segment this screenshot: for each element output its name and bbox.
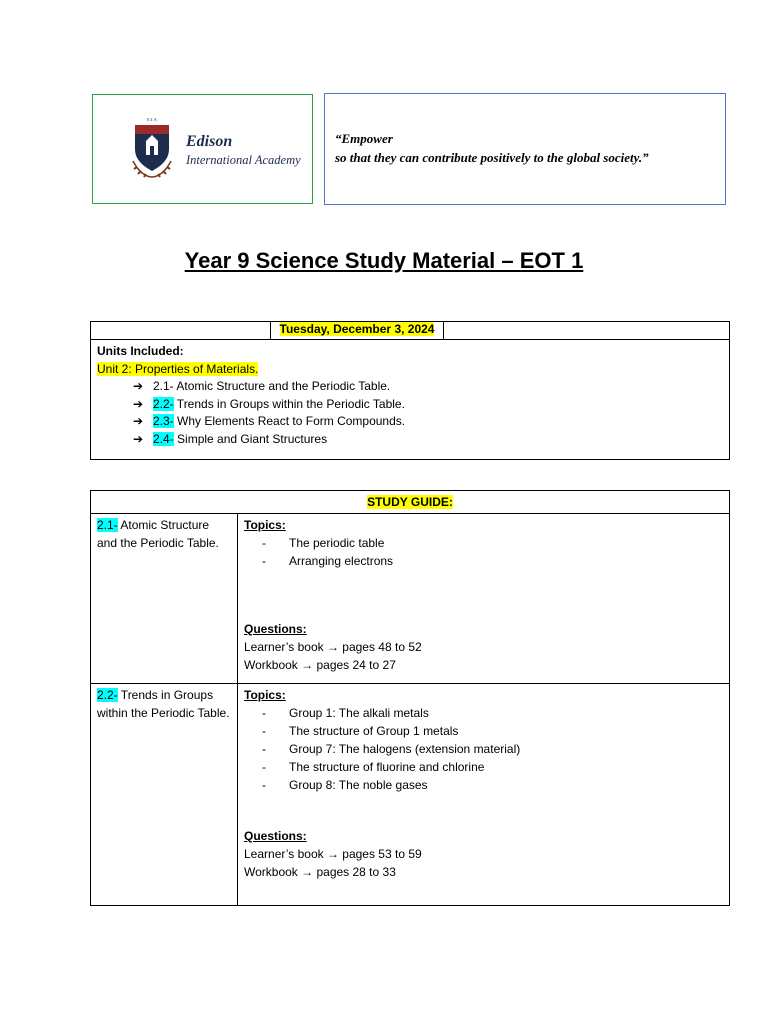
motto-line2: so that they can contribute positively to the global society.” xyxy=(335,150,649,165)
units-cell xyxy=(91,340,730,460)
motto-box xyxy=(324,93,726,205)
right-arrow-icon: ➔ xyxy=(133,396,144,411)
unit-item xyxy=(97,378,723,396)
question-item: Learner’s book → pages 53 to 59 xyxy=(244,847,422,861)
unit-item-text: 2.1- Atomic Structure and the Periodic Table. xyxy=(153,379,391,393)
unit-title: Unit 2: Properties of Materials. xyxy=(97,361,259,376)
motto-line1: “Empower xyxy=(335,131,393,146)
empty-cell xyxy=(91,322,271,340)
right-arrow-icon: ➔ xyxy=(133,379,144,393)
dash-bullet: - xyxy=(262,724,266,738)
dash-bullet: - xyxy=(262,742,266,756)
topic-text: Group 1: The alkali metals xyxy=(289,706,429,720)
motto-text xyxy=(335,129,649,167)
questions-label: Questions: xyxy=(244,622,307,636)
section-title: Trends in Groups within the Periodic Table. xyxy=(97,688,230,720)
dash-bullet: - xyxy=(262,760,266,774)
question-item: Learner’s book → pages 48 to 52 xyxy=(244,640,422,654)
topic-text: The periodic table xyxy=(289,536,385,550)
unit-item-number: 2.4- xyxy=(153,431,174,446)
topic-text: Group 7: The halogens (extension material) xyxy=(289,742,521,756)
unit-item xyxy=(97,413,723,431)
date-text: Tuesday, December 3, 2024 xyxy=(279,322,435,336)
units-label: Units Included: xyxy=(97,344,184,358)
topic-text: Group 8: The noble gases xyxy=(289,778,428,792)
academy-name-line2: International Academy xyxy=(186,153,301,167)
unit-item-text: Why Elements React to Form Compounds. xyxy=(173,414,406,428)
dash-bullet: - xyxy=(262,554,266,568)
dash-bullet: - xyxy=(262,778,266,792)
unit-item-number: 2.2- xyxy=(153,396,174,411)
question-item: Workbook → pages 28 to 33 xyxy=(244,865,396,879)
questions-label: Questions: xyxy=(244,829,307,843)
academy-name-line1: Edison xyxy=(186,133,233,150)
study-guide-header xyxy=(91,491,730,514)
topics-label: Topics: xyxy=(244,688,286,702)
logo-box xyxy=(92,94,313,204)
topic-item xyxy=(244,776,723,794)
topic-text: The structure of Group 1 metals xyxy=(289,724,459,738)
study-row-content xyxy=(238,684,730,906)
topics-label: Topics: xyxy=(244,518,286,532)
study-guide-table xyxy=(90,490,730,906)
page-title: Year 9 Science Study Material – EOT 1 xyxy=(184,248,584,273)
unit-item-text: Simple and Giant Structures xyxy=(173,431,328,446)
topic-item xyxy=(244,740,723,758)
unit-item-text: Trends in Groups within the Periodic Table. xyxy=(173,396,405,411)
section-number: 2.2- xyxy=(97,688,118,702)
topic-text: Arranging electrons xyxy=(289,554,394,568)
topic-text: The structure of fluorine and chlorine xyxy=(289,760,485,774)
study-row xyxy=(91,684,730,906)
section-number: 2.1- xyxy=(97,518,118,532)
unit-item xyxy=(97,396,723,414)
date-cell xyxy=(271,322,444,340)
unit-item xyxy=(97,431,723,449)
svg-text:E.I.A: E.I.A xyxy=(147,117,157,122)
study-row xyxy=(91,514,730,684)
topic-item xyxy=(244,758,723,776)
study-guide-header-text: STUDY GUIDE: xyxy=(367,495,453,509)
question-item: Workbook → pages 24 to 27 xyxy=(244,658,396,672)
empty-cell xyxy=(444,322,730,340)
unit-item-number: 2.3- xyxy=(153,414,174,428)
topic-item xyxy=(244,704,723,722)
topic-item xyxy=(244,534,723,552)
section-title: Atomic Structure and the Periodic Table. xyxy=(97,518,219,550)
study-row-title xyxy=(91,684,238,906)
academy-crest-logo xyxy=(129,115,175,181)
topic-item xyxy=(244,552,723,570)
units-table xyxy=(90,321,730,460)
dash-bullet: - xyxy=(262,536,266,550)
right-arrow-icon: ➔ xyxy=(133,414,144,428)
study-row-title xyxy=(91,514,238,684)
topic-item xyxy=(244,722,723,740)
study-row-content xyxy=(238,514,730,684)
right-arrow-icon: ➔ xyxy=(133,431,144,446)
dash-bullet: - xyxy=(262,706,266,720)
